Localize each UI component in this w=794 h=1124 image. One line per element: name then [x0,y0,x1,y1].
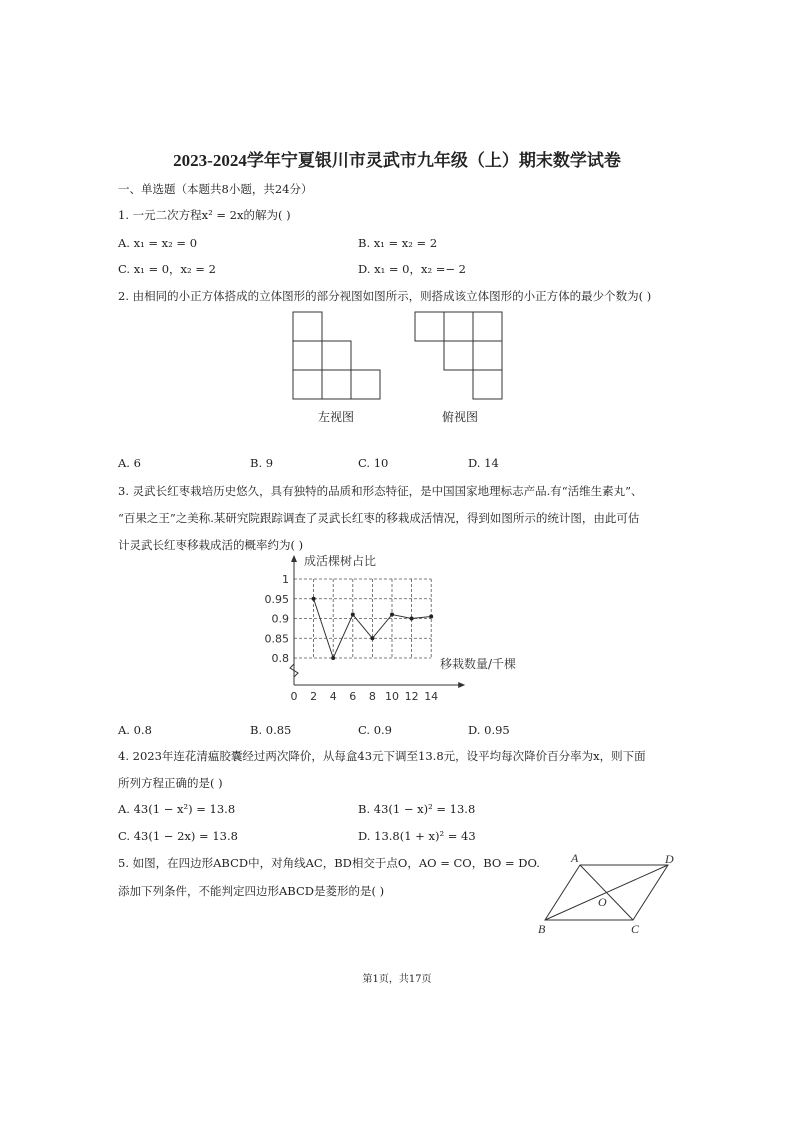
x-tick-label: 4 [329,690,337,703]
q4-option-d: D. 13.8(1 + x)² = 43 [358,829,476,843]
q4-option-a: A. 43(1 − x²) = 13.8 [118,802,236,816]
q4-line-2: 所列方程正确的是( ) [118,776,223,790]
label-a: A [571,851,579,865]
q2-stem: 2. 由相同的小正方体搭成的立体图形的部分视图如图所示，则搭成该立体图形的小正方体的最少个数为( ) [118,289,652,303]
q3-line-3: 计灵武长红枣移栽成活的概率约为( ) [118,538,304,552]
q2-option-b: B. 9 [250,456,274,470]
q1-option-b: B. x₁ = x₂ = 2 [358,236,438,250]
x-tick-label: 8 [368,690,376,703]
q2-option-a: A. 6 [118,456,141,470]
y-tick-label: 1 [282,573,289,586]
data-point [331,656,335,660]
label-d: D [665,852,674,866]
parallelogram-figure [535,850,685,940]
y-axis-arrow [291,555,297,562]
x-axis-label: 移栽数量/千棵 [440,657,517,671]
q5-line-2: 添加下列条件，不能判定四边形ABCD是菱形的是( ) [118,884,385,898]
diagonal-bd [545,865,668,920]
data-point [410,617,414,621]
survival-rate-chart [240,552,520,703]
q1-option-c: C. x₁ = 0，x₂ = 2 [118,262,216,276]
top-view-label: 俯视图 [442,410,479,424]
y-axis-label: 成活棵树占比 [304,554,377,568]
page-title: 2023-2024学年宁夏银川市灵武市九年级（上）期末数学试卷 [173,151,621,170]
label-c: C [631,922,640,936]
y-tick-label: 0.8 [271,652,289,665]
x-tick-label: 6 [349,690,357,703]
q3-line-1: 3. 灵武长红枣栽培历史悠久，具有独特的品质和形态特征，是中国国家地理标志产品.有“活维生素丸”、 [118,484,643,498]
label-o: O [598,895,607,909]
q1-option-a: A. x₁ = x₂ = 0 [118,236,198,250]
x-tick-label: 2 [310,690,318,703]
q3-option-d: D. 0.95 [468,723,510,737]
y-tick-label: 0.85 [264,632,289,646]
label-b: B [538,922,546,936]
left-view-figure [290,310,410,410]
q3-option-b: B. 0.85 [250,723,292,737]
q4-line-1: 4. 2023年连花清瘟胶囊经过两次降价，从每盒43元下调至13.8元，设平均每次降价百分率为x，则下面 [118,749,646,763]
section-heading: 一、单选题（本题共8小题，共24分） [118,182,313,196]
q1-option-d: D. x₁ = 0，x₂ =− 2 [358,262,466,276]
q1-stem: 1. 一元二次方程x² = 2x的解为( ) [118,208,291,222]
data-point [312,597,316,601]
x-tick-label: 10 [385,690,399,703]
q4-option-c: C. 43(1 − 2x) = 13.8 [118,829,238,843]
data-point [429,615,433,619]
top-view-figure [412,310,512,410]
x-tick-label: 14 [424,690,439,703]
q3-option-c: C. 0.9 [358,723,392,737]
q3-line-2: “百果之王”之美称.某研究院跟踪调查了灵武长红枣的移栽成活情况，得到如图所示的统计图，由此可估 [118,511,640,525]
q2-option-c: C. 10 [358,456,389,470]
x-tick-label: 0 [290,690,298,703]
q4-option-b: B. 43(1 − x)² = 13.8 [358,802,476,816]
data-point [370,636,374,640]
q2-option-d: D. 14 [468,456,499,470]
data-point [390,613,394,617]
y-tick-label: 0.95 [264,592,289,606]
chart-axes [290,555,465,688]
left-view-label: 左视图 [318,410,355,424]
data-point [351,613,355,617]
x-tick-label: 12 [404,690,419,703]
x-axis-arrow [458,682,465,688]
q3-option-a: A. 0.8 [118,723,152,737]
page-footer: 第1页，共17页 [362,974,432,985]
y-tick-label: 0.9 [271,612,289,626]
q5-line-1: 5. 如图，在四边形ABCD中，对角线AC，BD相交于点O，AO = CO，BO = DO. [118,856,540,870]
